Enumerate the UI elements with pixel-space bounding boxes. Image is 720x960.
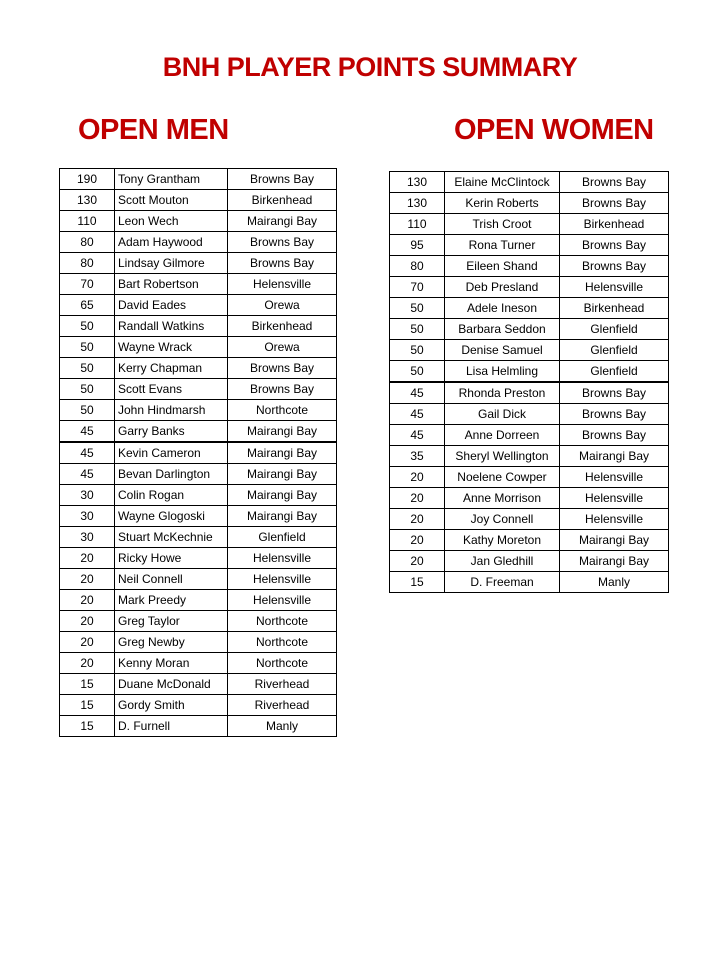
club-cell: Orewa bbox=[228, 295, 337, 316]
club-cell: Mairangi Bay bbox=[228, 442, 337, 464]
table-row bbox=[60, 316, 337, 337]
points-cell: 110 bbox=[60, 211, 115, 232]
club-cell: Mairangi Bay bbox=[228, 464, 337, 485]
club-cell: Northcote bbox=[228, 611, 337, 632]
points-cell: 70 bbox=[390, 277, 445, 298]
club-cell: Helensville bbox=[560, 467, 669, 488]
table-row bbox=[60, 379, 337, 400]
points-cell: 20 bbox=[390, 530, 445, 551]
table-row bbox=[390, 509, 669, 530]
points-cell: 95 bbox=[390, 235, 445, 256]
player-name-cell: Stuart McKechnie bbox=[115, 527, 228, 548]
points-cell: 20 bbox=[60, 548, 115, 569]
points-cell: 30 bbox=[60, 485, 115, 506]
points-cell: 130 bbox=[390, 193, 445, 214]
club-cell: Birkenhead bbox=[560, 214, 669, 235]
club-cell: Mairangi Bay bbox=[560, 530, 669, 551]
club-cell: Helensville bbox=[560, 509, 669, 530]
points-cell: 130 bbox=[390, 172, 445, 193]
points-cell: 20 bbox=[390, 551, 445, 572]
points-cell: 15 bbox=[60, 695, 115, 716]
table-row bbox=[390, 214, 669, 235]
player-name-cell: Barbara Seddon bbox=[445, 319, 560, 340]
club-cell: Browns Bay bbox=[560, 256, 669, 277]
table-row bbox=[60, 632, 337, 653]
player-name-cell: Garry Banks bbox=[115, 421, 228, 443]
points-cell: 50 bbox=[390, 298, 445, 319]
club-cell: Mairangi Bay bbox=[560, 446, 669, 467]
points-cell: 15 bbox=[60, 674, 115, 695]
club-cell: Riverhead bbox=[228, 674, 337, 695]
player-name-cell: Deb Presland bbox=[445, 277, 560, 298]
table-row bbox=[390, 298, 669, 319]
club-cell: Mairangi Bay bbox=[228, 485, 337, 506]
player-name-cell: Anne Dorreen bbox=[445, 425, 560, 446]
player-name-cell: Wayne Wrack bbox=[115, 337, 228, 358]
club-cell: Riverhead bbox=[228, 695, 337, 716]
player-name-cell: Joy Connell bbox=[445, 509, 560, 530]
points-cell: 50 bbox=[60, 337, 115, 358]
table-row bbox=[60, 527, 337, 548]
points-cell: 20 bbox=[60, 569, 115, 590]
table-row bbox=[60, 485, 337, 506]
player-name-cell: Neil Connell bbox=[115, 569, 228, 590]
player-name-cell: Colin Rogan bbox=[115, 485, 228, 506]
club-cell: Mairangi Bay bbox=[228, 211, 337, 232]
player-name-cell: Kevin Cameron bbox=[115, 442, 228, 464]
table-row bbox=[390, 467, 669, 488]
table-row bbox=[390, 382, 669, 404]
club-cell: Browns Bay bbox=[560, 193, 669, 214]
club-cell: Browns Bay bbox=[228, 169, 337, 190]
open-men-table bbox=[59, 168, 337, 737]
points-cell: 20 bbox=[390, 509, 445, 530]
table-row bbox=[60, 695, 337, 716]
club-cell: Orewa bbox=[228, 337, 337, 358]
player-name-cell: D. Furnell bbox=[115, 716, 228, 737]
points-cell: 130 bbox=[60, 190, 115, 211]
points-cell: 70 bbox=[60, 274, 115, 295]
points-cell: 20 bbox=[390, 467, 445, 488]
table-row bbox=[390, 551, 669, 572]
club-cell: Browns Bay bbox=[560, 235, 669, 256]
player-name-cell: Adam Haywood bbox=[115, 232, 228, 253]
player-name-cell: Ricky Howe bbox=[115, 548, 228, 569]
club-cell: Glenfield bbox=[560, 340, 669, 361]
club-cell: Browns Bay bbox=[560, 404, 669, 425]
table-row bbox=[390, 361, 669, 383]
points-cell: 65 bbox=[60, 295, 115, 316]
player-name-cell: Kenny Moran bbox=[115, 653, 228, 674]
table-row bbox=[390, 446, 669, 467]
club-cell: Glenfield bbox=[228, 527, 337, 548]
points-cell: 80 bbox=[60, 232, 115, 253]
player-name-cell: Jan Gledhill bbox=[445, 551, 560, 572]
table-row bbox=[60, 190, 337, 211]
table-row bbox=[60, 295, 337, 316]
player-name-cell: Gordy Smith bbox=[115, 695, 228, 716]
club-cell: Glenfield bbox=[560, 319, 669, 340]
club-cell: Browns Bay bbox=[228, 253, 337, 274]
player-name-cell: Anne Morrison bbox=[445, 488, 560, 509]
club-cell: Browns Bay bbox=[228, 358, 337, 379]
player-name-cell: Randall Watkins bbox=[115, 316, 228, 337]
table-row bbox=[60, 506, 337, 527]
open-men-heading: OPEN MEN bbox=[78, 114, 229, 146]
points-cell: 20 bbox=[390, 488, 445, 509]
table-row bbox=[60, 716, 337, 737]
club-cell: Browns Bay bbox=[228, 232, 337, 253]
club-cell: Helensville bbox=[560, 488, 669, 509]
table-row bbox=[60, 274, 337, 295]
table-row bbox=[60, 464, 337, 485]
player-name-cell: Kerry Chapman bbox=[115, 358, 228, 379]
table-row bbox=[390, 277, 669, 298]
player-name-cell: Trish Croot bbox=[445, 214, 560, 235]
player-name-cell: Mark Preedy bbox=[115, 590, 228, 611]
table-row bbox=[390, 404, 669, 425]
points-cell: 15 bbox=[60, 716, 115, 737]
table-row bbox=[60, 358, 337, 379]
club-cell: Mairangi Bay bbox=[228, 506, 337, 527]
table-row bbox=[60, 211, 337, 232]
club-cell: Mairangi Bay bbox=[228, 421, 337, 443]
player-name-cell: D. Freeman bbox=[445, 572, 560, 593]
club-cell: Mairangi Bay bbox=[560, 551, 669, 572]
table-row bbox=[60, 548, 337, 569]
club-cell: Browns Bay bbox=[228, 379, 337, 400]
player-name-cell: Scott Mouton bbox=[115, 190, 228, 211]
club-cell: Birkenhead bbox=[228, 190, 337, 211]
player-name-cell: Sheryl Wellington bbox=[445, 446, 560, 467]
points-cell: 20 bbox=[60, 590, 115, 611]
points-cell: 45 bbox=[60, 442, 115, 464]
points-cell: 30 bbox=[60, 506, 115, 527]
open-men-table-body bbox=[60, 169, 337, 737]
table-row bbox=[390, 235, 669, 256]
player-name-cell: Wayne Glogoski bbox=[115, 506, 228, 527]
points-cell: 50 bbox=[60, 358, 115, 379]
points-cell: 35 bbox=[390, 446, 445, 467]
points-cell: 110 bbox=[390, 214, 445, 235]
club-cell: Helensville bbox=[228, 569, 337, 590]
club-cell: Browns Bay bbox=[560, 382, 669, 404]
table-row bbox=[60, 674, 337, 695]
points-cell: 50 bbox=[60, 400, 115, 421]
player-name-cell: Greg Newby bbox=[115, 632, 228, 653]
table-row bbox=[390, 319, 669, 340]
club-cell: Helensville bbox=[228, 548, 337, 569]
player-name-cell: Rhonda Preston bbox=[445, 382, 560, 404]
points-cell: 45 bbox=[60, 464, 115, 485]
table-row bbox=[60, 253, 337, 274]
table-row bbox=[390, 256, 669, 277]
player-name-cell: Bevan Darlington bbox=[115, 464, 228, 485]
table-row bbox=[60, 232, 337, 253]
table-row bbox=[60, 442, 337, 464]
player-name-cell: Gail Dick bbox=[445, 404, 560, 425]
player-name-cell: Lindsay Gilmore bbox=[115, 253, 228, 274]
club-cell: Northcote bbox=[228, 632, 337, 653]
club-cell: Glenfield bbox=[560, 361, 669, 383]
table-row bbox=[390, 172, 669, 193]
club-cell: Helensville bbox=[560, 277, 669, 298]
table-row bbox=[60, 337, 337, 358]
page-title: BNH PLAYER POINTS SUMMARY bbox=[162, 52, 578, 82]
points-cell: 15 bbox=[390, 572, 445, 593]
points-cell: 50 bbox=[390, 361, 445, 383]
points-cell: 45 bbox=[390, 425, 445, 446]
table-row bbox=[390, 340, 669, 361]
table-row bbox=[390, 530, 669, 551]
player-name-cell: Duane McDonald bbox=[115, 674, 228, 695]
player-name-cell: Adele Ineson bbox=[445, 298, 560, 319]
club-cell: Northcote bbox=[228, 653, 337, 674]
points-cell: 45 bbox=[60, 421, 115, 443]
points-cell: 50 bbox=[390, 340, 445, 361]
table-row bbox=[390, 572, 669, 593]
open-women-heading: OPEN WOMEN bbox=[454, 114, 654, 146]
club-cell: Helensville bbox=[228, 590, 337, 611]
player-name-cell: Lisa Helmling bbox=[445, 361, 560, 383]
points-cell: 20 bbox=[60, 653, 115, 674]
player-name-cell: Noelene Cowper bbox=[445, 467, 560, 488]
player-name-cell: Denise Samuel bbox=[445, 340, 560, 361]
player-name-cell: Scott Evans bbox=[115, 379, 228, 400]
player-name-cell: Tony Grantham bbox=[115, 169, 228, 190]
table-row bbox=[60, 569, 337, 590]
player-name-cell: Eileen Shand bbox=[445, 256, 560, 277]
points-cell: 50 bbox=[60, 316, 115, 337]
club-cell: Browns Bay bbox=[560, 172, 669, 193]
points-cell: 20 bbox=[60, 611, 115, 632]
player-name-cell: Rona Turner bbox=[445, 235, 560, 256]
club-cell: Helensville bbox=[228, 274, 337, 295]
player-name-cell: Leon Wech bbox=[115, 211, 228, 232]
open-women-table-body bbox=[390, 172, 669, 593]
table-row bbox=[60, 590, 337, 611]
player-name-cell: Greg Taylor bbox=[115, 611, 228, 632]
points-cell: 45 bbox=[390, 382, 445, 404]
table-row bbox=[390, 425, 669, 446]
player-name-cell: Kerin Roberts bbox=[445, 193, 560, 214]
points-cell: 50 bbox=[60, 379, 115, 400]
points-cell: 80 bbox=[390, 256, 445, 277]
table-row bbox=[60, 400, 337, 421]
club-cell: Manly bbox=[560, 572, 669, 593]
points-cell: 190 bbox=[60, 169, 115, 190]
club-cell: Birkenhead bbox=[228, 316, 337, 337]
points-cell: 30 bbox=[60, 527, 115, 548]
table-row bbox=[60, 653, 337, 674]
player-name-cell: David Eades bbox=[115, 295, 228, 316]
table-row bbox=[60, 421, 337, 443]
points-cell: 45 bbox=[390, 404, 445, 425]
points-cell: 80 bbox=[60, 253, 115, 274]
player-name-cell: Bart Robertson bbox=[115, 274, 228, 295]
player-name-cell: Elaine McClintock bbox=[445, 172, 560, 193]
club-cell: Browns Bay bbox=[560, 425, 669, 446]
table-row bbox=[60, 169, 337, 190]
points-cell: 50 bbox=[390, 319, 445, 340]
table-row bbox=[390, 193, 669, 214]
club-cell: Birkenhead bbox=[560, 298, 669, 319]
table-row bbox=[390, 488, 669, 509]
club-cell: Manly bbox=[228, 716, 337, 737]
points-cell: 20 bbox=[60, 632, 115, 653]
club-cell: Northcote bbox=[228, 400, 337, 421]
table-row bbox=[60, 611, 337, 632]
player-name-cell: Kathy Moreton bbox=[445, 530, 560, 551]
open-women-table bbox=[389, 171, 669, 593]
player-name-cell: John Hindmarsh bbox=[115, 400, 228, 421]
